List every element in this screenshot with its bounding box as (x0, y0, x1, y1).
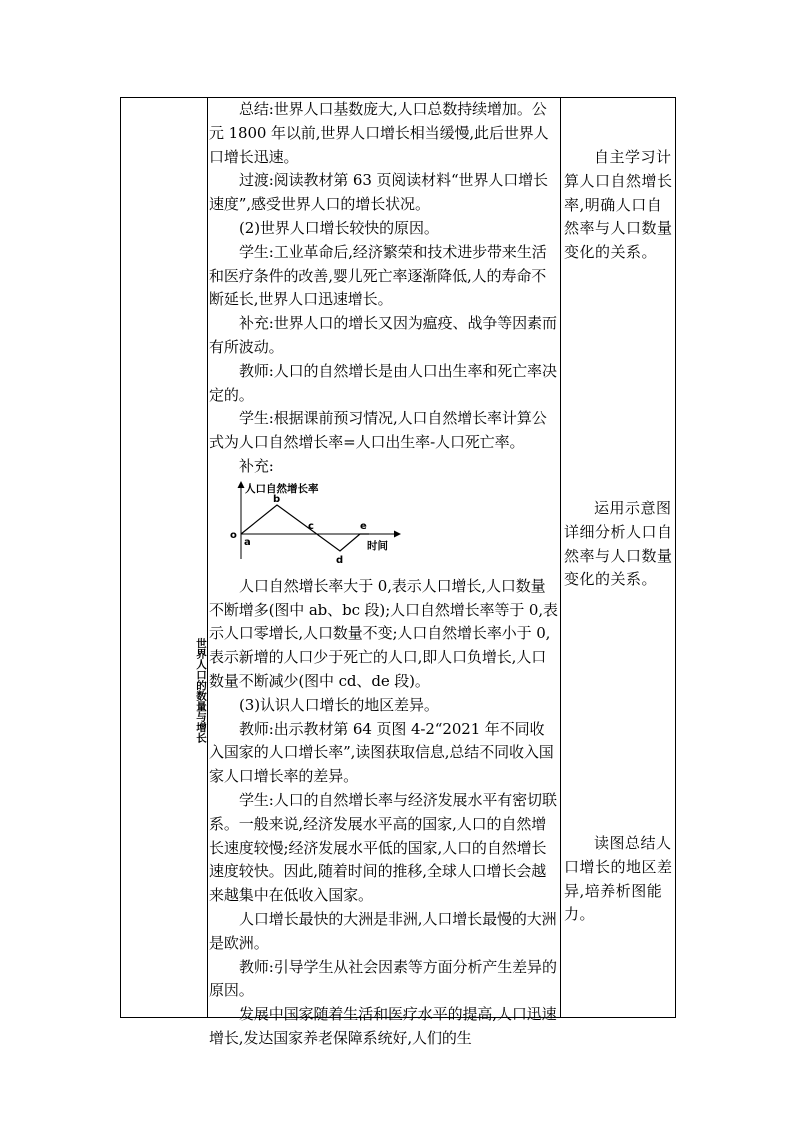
paragraph: 补充:世界人口的增长又因为瘟疫、战争等因素而有所波动。 (209, 314, 557, 356)
paragraph: 人口增长最快的大洲是非洲,人口增长最慢的大洲是欧洲。 (209, 909, 557, 952)
teaching-note: 读图总结人口增长的地区差异,培养析图能力。 (564, 834, 673, 924)
paragraph: 教师:引导学生从社会因素等方面分析产生差异的原因。 (209, 957, 557, 1000)
paragraph: 学生:工业革命后,经济繁荣和技术进步带来生活和医疗条件的改善,婴儿死亡率逐渐降低,人的寿命不断延长,世界人口迅速增长。 (209, 242, 547, 309)
paragraph: (2)世界人口增长较快的原因。 (239, 218, 439, 237)
column-divider (560, 98, 561, 1017)
origin-label: o (230, 529, 237, 541)
column-divider (207, 98, 208, 1017)
point-label-c: c (308, 520, 314, 532)
y-axis-label: 人口自然增长率 (245, 482, 319, 495)
paragraph: 过渡:阅读教材第 63 页阅读材料“世界人口增长速度”,感受世界人口的增长状况。 (209, 171, 548, 214)
paragraph: 学生:根据课前预习情况,人口自然增长率计算公式为人口自然增长率=人口出生率-人口死亡率。 (209, 409, 547, 452)
x-axis-label: 时间 (367, 539, 388, 552)
teaching-note: 运用示意图详细分析人口自然率与人口数量变化的关系。 (564, 499, 673, 589)
teaching-note: 自主学习计算人口自然增长率,明确人口自然率与人口数量变化的关系。 (564, 148, 673, 262)
growth-curve (241, 505, 369, 551)
paragraph: 总结:世界人口基数庞大,人口总数持续增加。公元 1800 年以前,世界人口增长相当缓慢,此后世界人口增长迅速。 (209, 100, 549, 166)
paragraph: 人口自然增长率大于 0,表示人口增长,人口数量不断增多(图中 ab、bc 段);人口自然增长率等于 0,表示人口零增长,人口数量不变;人口自然增长率小于 0,表示新增的人口少于死亡的人口,即人口负增长,人口数量不断减少(图中 cd、de 段)。 (209, 576, 558, 690)
growth-rate-diagram (209, 479, 559, 575)
point-label-b: b (273, 493, 281, 505)
paragraph: (3)认识人口增长的地区差异。 (239, 695, 439, 714)
paragraph: 发展中国家随着生活和医疗水平的提高,人口迅速增长,发达国家养老保障系统好,人们的生 (209, 1005, 557, 1047)
content-column (209, 98, 559, 1051)
paragraph: 学生:人口的自然增长率与经济发展水平有密切联系。一般来说,经济发展水平高的国家,人口的自然增长速度较慢;经济发展水平低的国家,人口的自然增长速度较快。因此,随着时间的推移,全球人口增长会越来越集中在低收入国家。 (209, 790, 557, 905)
point-label-e: e (360, 520, 367, 532)
lesson-table (120, 97, 676, 1047)
topic-column (121, 98, 207, 1017)
paragraph: 教师:出示教材第 64 页图 4-2“2021 年不同收入国家的人口增长率”,读图获取信息,总结不同收入国家人口增长率的差异。 (209, 719, 554, 786)
paragraph: 教师:人口的自然增长是由人口出生率和死亡率决定的。 (209, 361, 557, 404)
figure-caption: 补充: (239, 456, 274, 475)
topic-label: 世界人口的数量与增长 (195, 638, 207, 743)
point-label-a: a (244, 536, 251, 548)
point-label-d: d (336, 554, 344, 566)
